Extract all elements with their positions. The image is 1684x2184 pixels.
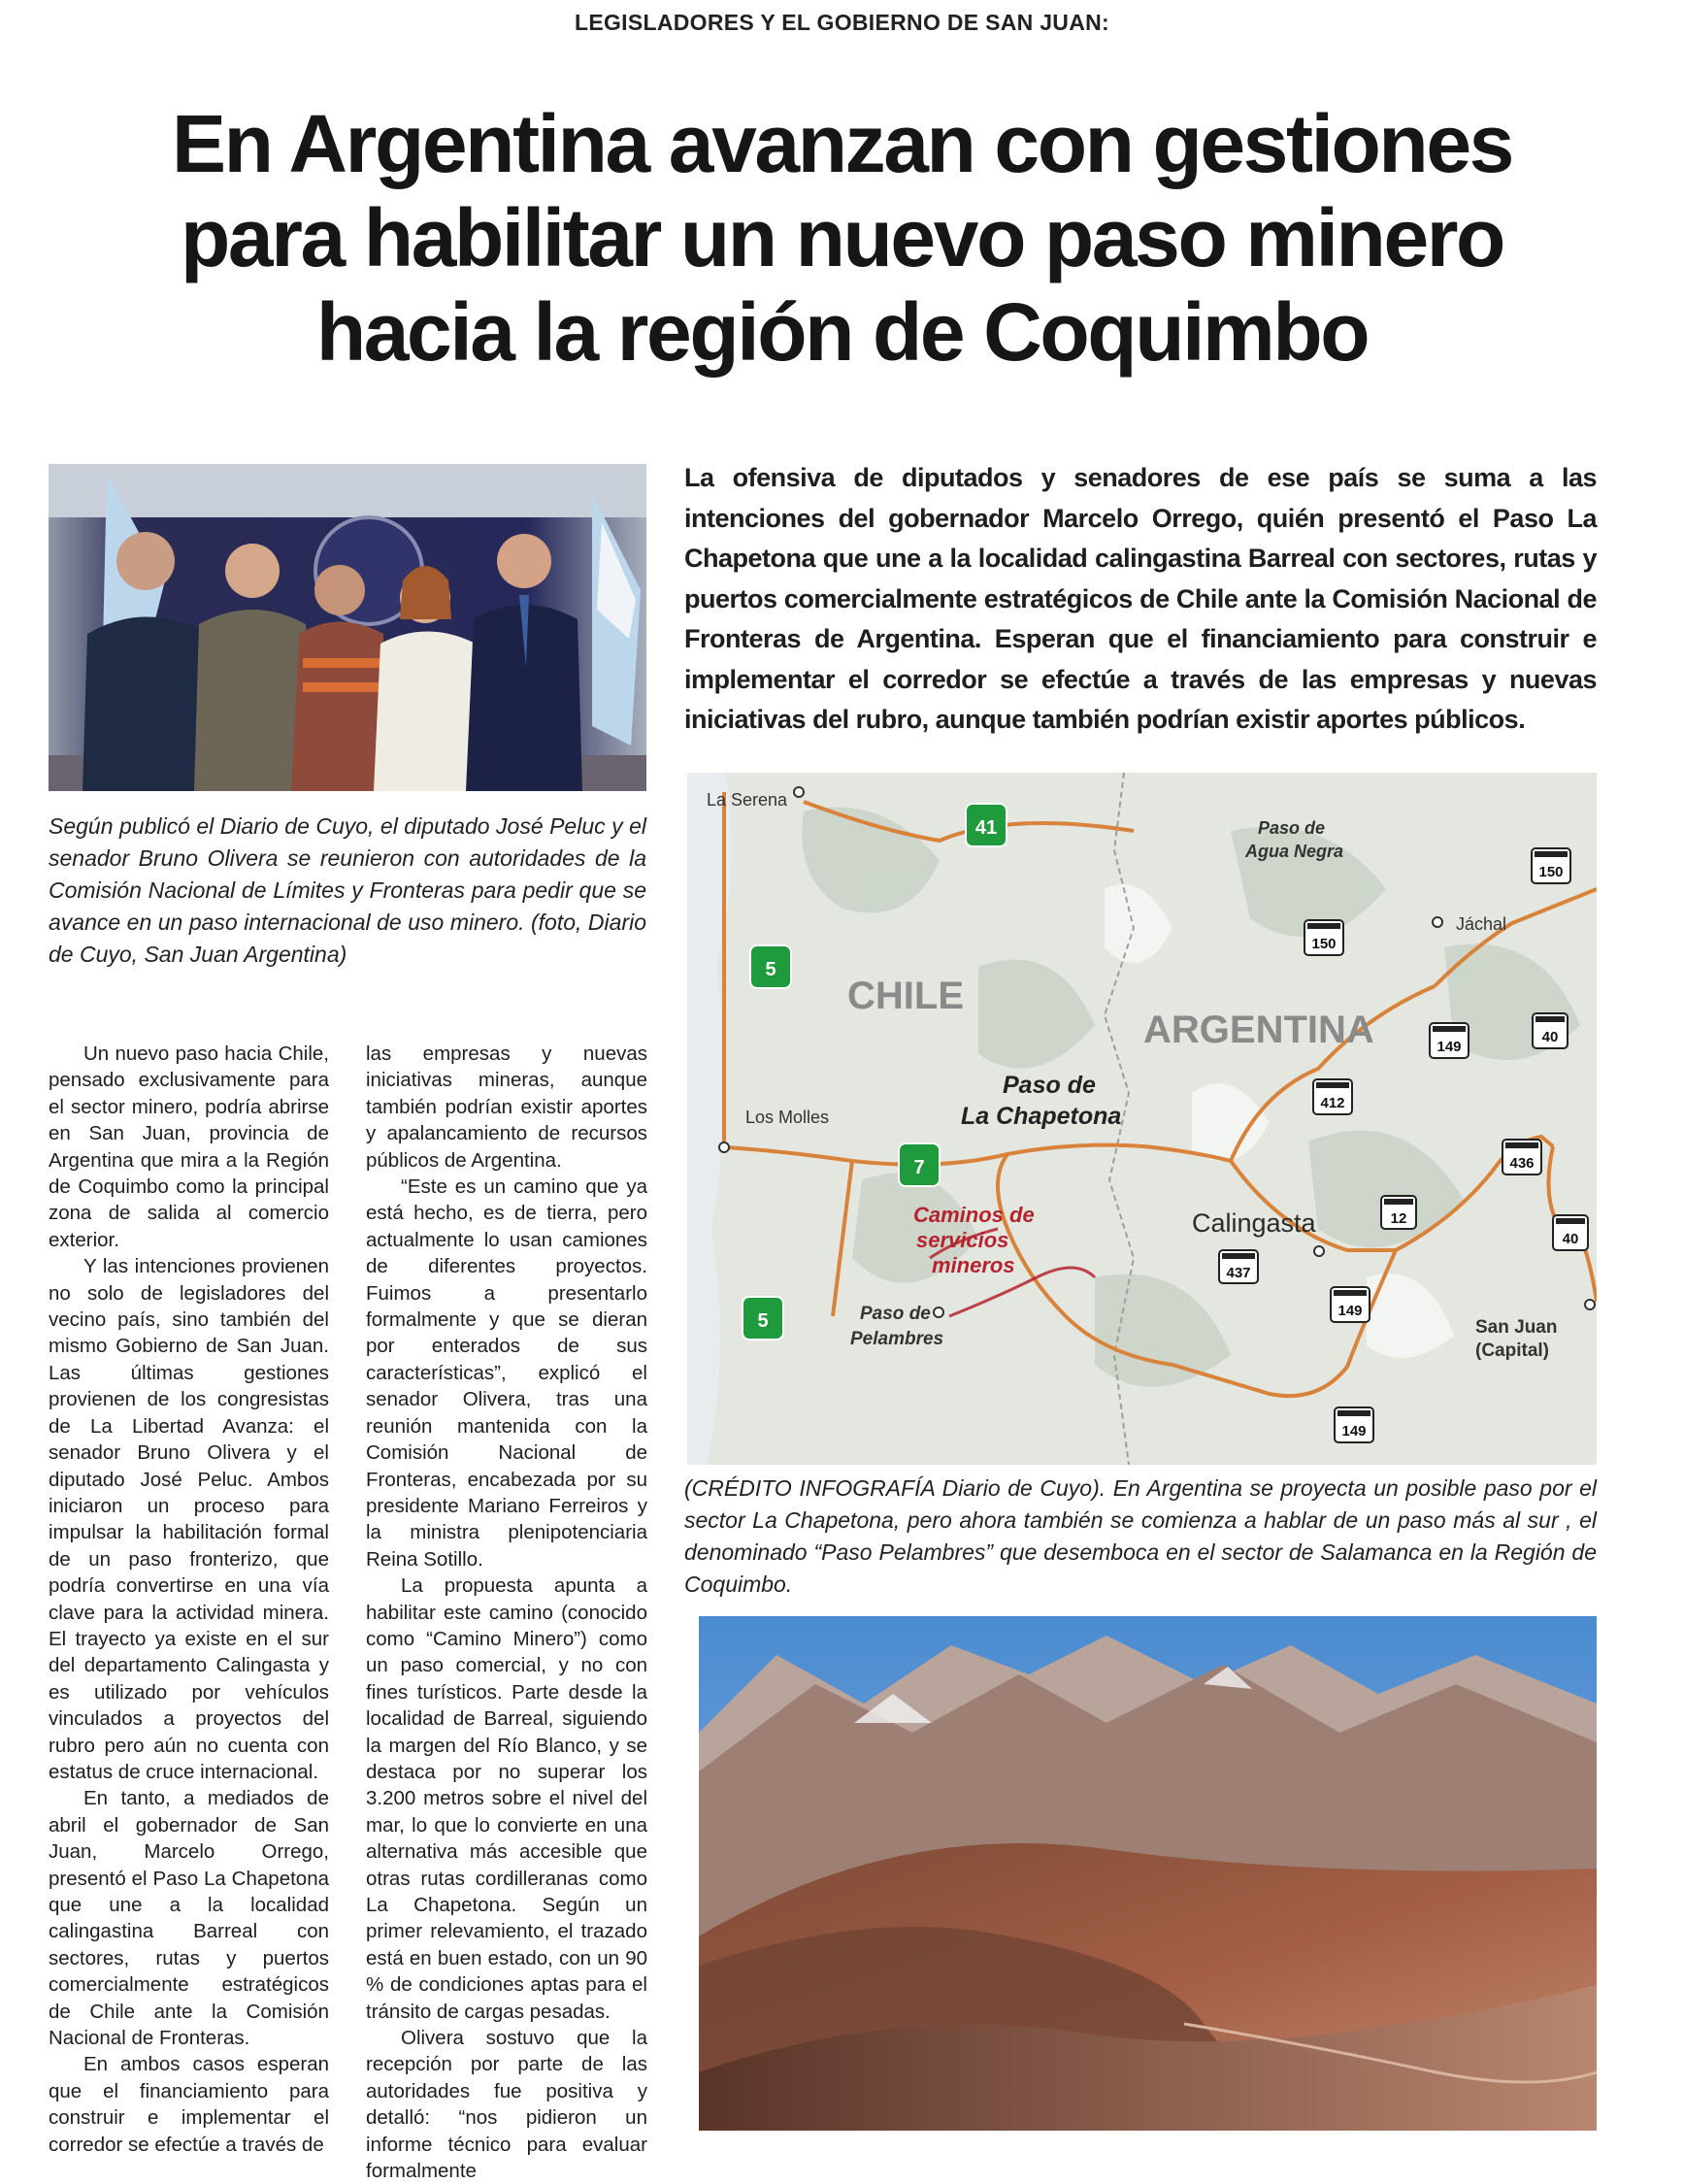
- headline-line-3: hacia la región de Coquimbo: [315, 286, 1369, 378]
- route-12-label: 12: [1390, 1210, 1407, 1227]
- map-caption: (CRÉDITO INFOGRAFÍA Diario de Cuyo). En Argentina se proyecta un posible paso por el sector La Chapetona, pero ahora también se comienza a hablar de un paso más al sur , el denominado “Paso Pelambres” que desemboca en el sector de Salamanca en la Región de Coquimbo.: [684, 1475, 1597, 1597]
- route-41-label: 41: [974, 817, 998, 839]
- body-paragraph-continued: las empresas y nuevas iniciativas mineras, aunque también podrían existir aportes y apalancamiento de recursos públicos de Argentina.: [366, 1042, 647, 1172]
- kicker: LEGISLADORES Y EL GOBIERNO DE SAN JUAN:: [574, 10, 1109, 35]
- route-437-label: 437: [1226, 1265, 1251, 1281]
- route-40a-label: 40: [1541, 1029, 1559, 1045]
- body-paragraph: “Este es un camino que ya está hecho, es de tierra, pero actualmente lo usan camiones de diferentes proyectos. Fuimos a presentarlo formalmente y que se dieran por enterados de sus características”, explicó el senador Olivera, tras una reunión mantenida con la Comisión Nacional de Fronteras, encabezada por su presidente Mariano Ferreiros y la ministra plenipotenciaria Reina Sotillo.: [366, 1175, 647, 1571]
- map-label-paso-chapetona-1: Paso de: [1003, 1072, 1096, 1099]
- route-map: [687, 773, 1597, 1465]
- route-149a-label: 149: [1436, 1039, 1462, 1055]
- map-label-argentina: ARGENTINA: [1143, 1009, 1374, 1051]
- map-label-paso-pelambres-1: Paso de: [860, 1304, 931, 1324]
- body-paragraph: Y las intenciones provienen no solo de legisladores del vecino país, sino también del mismo Gobierno de San Juan. Las últimas gestiones provienen de los congresistas de La Libertad Avanza: el senador Bruno Olivera y el diputado José Peluc. Ambos iniciaron un proceso para impulsar la habilitación formal de un paso fronterizo, que podría convertirse en una vía clave para la actividad minera. El trayecto ya existe en el sur del departamento Calingasta y es utilizado por vehículos vinculados a proyectos del rubro pero aún no cuenta con estatus de cruce internacional.: [49, 1255, 329, 1783]
- route-map-graphic: [687, 773, 1597, 1465]
- body-paragraph: En ambos casos esperan que el financiamiento para construir e implementar el corredor se efectúe a través de: [49, 2053, 329, 2156]
- body-column-1: [49, 1041, 329, 2158]
- route-150a-label: 150: [1538, 864, 1564, 880]
- map-label-calingasta: Calingasta: [1192, 1208, 1316, 1238]
- route-40b-label: 40: [1562, 1231, 1579, 1247]
- route-149b-label: 149: [1337, 1303, 1363, 1319]
- body-paragraph: Olivera sostuvo que la recepción por parte de las autoridades fue positiva y detalló: “nos pidieron un informe técnico para evaluar formalmente: [366, 2027, 647, 2183]
- body-paragraph: Un nuevo paso hacia Chile, pensado exclusivamente para el sector minero, podría abrirse en San Juan, provincia de Argentina que mira a la Región de Coquimbo como la principal zona de salida al comercio exterior.: [49, 1042, 329, 1251]
- route-436-label: 436: [1509, 1155, 1535, 1172]
- headline-line-1: En Argentina avanzan con gestiones: [172, 98, 1512, 189]
- map-label-san-juan: San Juan: [1475, 1317, 1558, 1338]
- route-150b-label: 150: [1311, 936, 1337, 952]
- route-149c-label: 149: [1341, 1423, 1367, 1439]
- headline-line-2: para habilitar un nuevo paso minero: [181, 192, 1503, 283]
- lead-paragraph: La ofensiva de diputados y senadores de ese país se suma a las intenciones del gobernador Marcelo Orrego, quién presentó el Paso La Chapetona que une a la localidad calingastina Barreal con sectores, rutas y puertos comercialmente estratégicos de Chile ante la Comisión Nacional de Fronteras de Argentina. Esperan que el financiamiento para construir e implementar el corredor se efectúe a través de las empresas y nuevas iniciativas del rubro, aunque también podrían existir aportes públicos.: [684, 463, 1597, 734]
- meeting-photo: [49, 464, 646, 791]
- route-7-label: 7: [913, 1157, 925, 1178]
- headline: [58, 97, 1626, 380]
- map-label-san-juan-capital: (Capital): [1475, 1340, 1549, 1361]
- map-label-chile: CHILE: [847, 975, 964, 1017]
- map-label-jachal: Jáchal: [1456, 914, 1507, 934]
- mountain-photo-illustration: [699, 1616, 1597, 2131]
- mountain-photo: [699, 1616, 1597, 2131]
- map-label-paso-agua-negra-2: Agua Negra: [1245, 842, 1344, 861]
- meeting-photo-illustration: [49, 464, 646, 791]
- route-412-label: 412: [1320, 1095, 1345, 1111]
- map-label-caminos-3: mineros: [932, 1253, 1015, 1277]
- map-label-paso-chapetona-2: La Chapetona: [961, 1103, 1122, 1130]
- map-label-la-serena: La Serena: [707, 790, 788, 810]
- route-5b-label: 5: [757, 1310, 769, 1332]
- body-paragraph: La propuesta apunta a habilitar este camino (conocido como “Camino Minero”) como un paso comercial, y no con fines turísticos. Parte desde la localidad de Barreal, siguiendo la margen del Río Blanco, y se destaca por no superar los 3.200 metros sobre el nivel del mar, lo que lo convierte en una alternativa más accesible que otras rutas cordilleranas como La Chapetona. Según un primer relevamiento, el trazado está en buen estado, con un 90 % de condiciones aptas para el tránsito de cargas pesadas.: [366, 1574, 647, 2023]
- map-label-caminos-1: Caminos de: [913, 1203, 1035, 1227]
- map-label-paso-pelambres-2: Pelambres: [850, 1329, 944, 1349]
- body-column-2: [366, 1041, 647, 2184]
- map-label-paso-agua-negra-1: Paso de: [1258, 818, 1326, 838]
- map-label-los-molles: Los Molles: [745, 1108, 830, 1127]
- route-5a-label: 5: [765, 959, 776, 980]
- body-paragraph: En tanto, a mediados de abril el gobernador de San Juan, Marcelo Orrego, presentó el Paso La Chapetona que une a la localidad calingastina Barreal con sectores, rutas y puertos comercialmente estratégicos de Chile ante la Comisión Nacional de Fronteras.: [49, 1787, 329, 2050]
- photo-caption: Según publicó el Diario de Cuyo, el diputado José Peluc y el senador Bruno Olivera se reunieron con autoridades de la Comisión Nacional de Límites y Fronteras para pedir que se avance en un paso internacional de uso minero. (foto, Diario de Cuyo, San Juan Argentina): [49, 813, 646, 967]
- map-label-caminos-2: servicios: [916, 1228, 1009, 1252]
